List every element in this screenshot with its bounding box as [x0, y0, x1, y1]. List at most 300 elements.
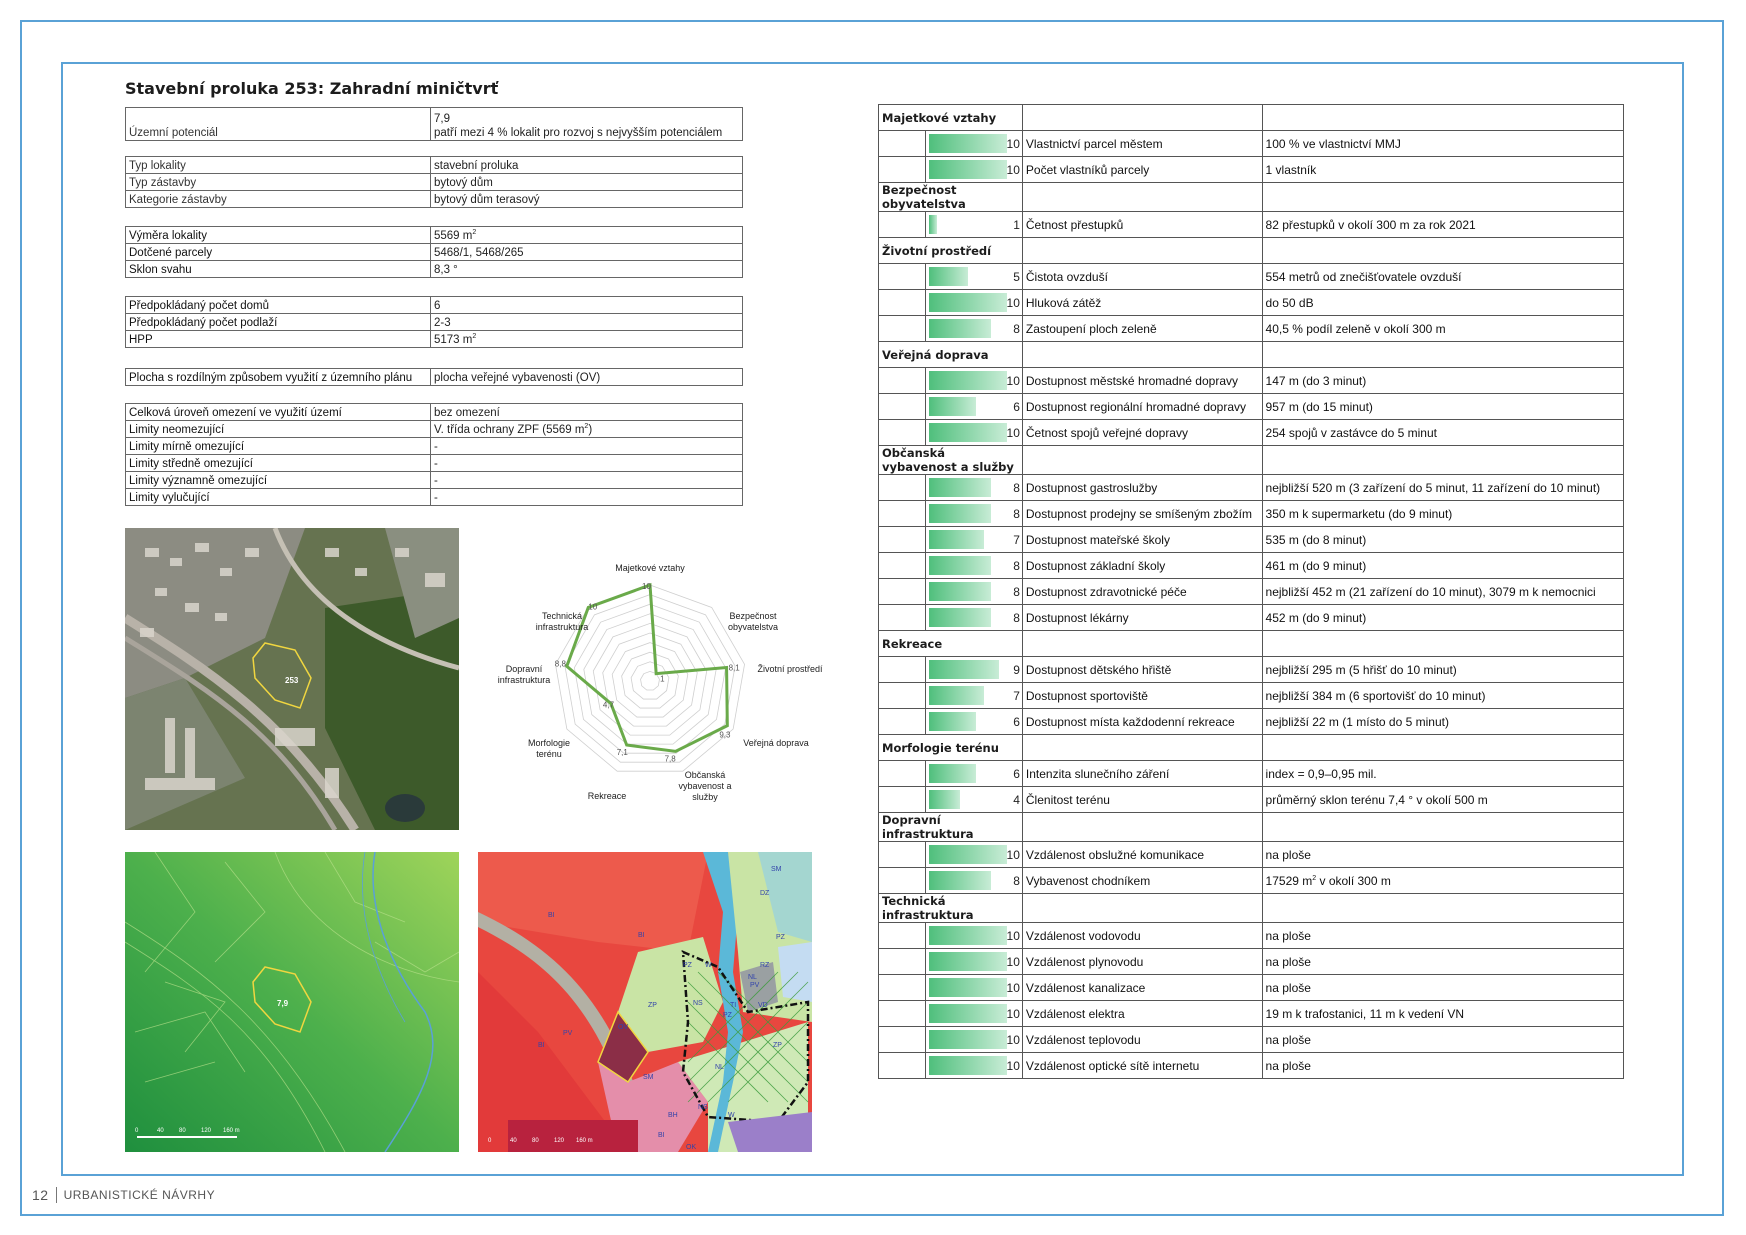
criterion-value — [1262, 579, 1623, 605]
zoning-label: OK — [686, 1144, 697, 1151]
zoning-label: BH — [668, 1112, 678, 1119]
radar-value-label: 10 — [588, 602, 598, 612]
criterion-value — [1262, 949, 1623, 975]
info-value — [431, 261, 743, 278]
category-row — [879, 813, 1624, 842]
zoning-label: PV — [750, 982, 760, 989]
criterion-name: Vzdálenost optické sítě internetu — [1022, 1053, 1262, 1079]
zoning-label: ZP — [773, 1042, 782, 1049]
page-number: 12 — [32, 1187, 57, 1203]
score-value: 9 — [1013, 662, 1020, 677]
info-row — [126, 191, 743, 208]
info-value-text: - — [434, 441, 438, 453]
score-value: 6 — [1013, 766, 1020, 781]
criterion-value — [1262, 605, 1623, 631]
info-value-text: bez omezení — [434, 407, 500, 419]
criterion-value-text: na ploše — [1265, 847, 1311, 862]
info-value-tail: ) — [588, 424, 593, 436]
criterion-value — [1262, 1001, 1623, 1027]
info-value — [431, 244, 743, 261]
criterion-score-cell — [925, 1001, 1022, 1027]
criterion-value — [1262, 501, 1623, 527]
info-row — [126, 157, 743, 174]
criterion-value — [1262, 683, 1623, 709]
scale-tick: 80 — [532, 1138, 539, 1144]
radar-value-label: 9,3 — [719, 730, 731, 740]
criterion-score-cell — [925, 683, 1022, 709]
info-row — [126, 244, 743, 261]
score-bar — [929, 423, 1007, 442]
criterion-value-text: 554 metrů od znečišťovatele ovzduší — [1265, 269, 1462, 284]
radar-value-label: 7,1 — [616, 748, 628, 758]
category-row — [879, 238, 1624, 264]
info-value-text: 5173 m — [434, 334, 473, 346]
area-table — [125, 226, 743, 278]
radar-gridline — [593, 623, 706, 735]
score-value: 5 — [1013, 269, 1020, 284]
criterion-spacer — [879, 709, 926, 735]
info-row — [126, 174, 743, 191]
criterion-spacer — [879, 579, 926, 605]
category-name: Dopravní infrastruktura — [879, 813, 1023, 842]
score-bar — [929, 478, 991, 497]
score-value: 4 — [1013, 792, 1020, 807]
radar-axis-label: Bezpečnost obyvatelstva — [727, 611, 779, 632]
criterion-row — [879, 787, 1624, 813]
zoning-label: BI — [658, 1132, 665, 1139]
criterion-row — [879, 368, 1624, 394]
criterion-value — [1262, 264, 1623, 290]
criterion-name: Vzdálenost plynovodu — [1022, 949, 1262, 975]
score-value: 8 — [1013, 506, 1020, 521]
radar-value-label: 10 — [642, 582, 651, 591]
potential-label: Územní potenciál — [126, 108, 431, 141]
score-value: 10 — [1006, 1006, 1020, 1021]
criterion-value — [1262, 212, 1623, 238]
info-row — [126, 438, 743, 455]
info-row — [126, 369, 743, 386]
criterion-row — [879, 527, 1624, 553]
criterion-score-cell — [925, 394, 1022, 420]
category-name: Občanská vybavenost a služby — [879, 446, 1023, 475]
radar-value-label: 7,8 — [664, 754, 676, 764]
info-key: Typ zástavby — [126, 174, 431, 191]
score-bar — [929, 608, 991, 627]
info-key: Limity významně omezující — [126, 472, 431, 489]
info-value — [431, 297, 743, 314]
potential-value: 7,9 — [434, 113, 450, 125]
criterion-value-tail: v okolí 300 m — [1316, 873, 1391, 888]
criterion-name: Zastoupení ploch zeleně — [1022, 316, 1262, 342]
score-value: 10 — [1006, 295, 1020, 310]
type-table — [125, 156, 743, 208]
section-name: URBANISTICKÉ NÁVRHY — [63, 1188, 216, 1202]
page-footer — [32, 1187, 215, 1203]
criterion-row — [879, 709, 1624, 735]
criterion-row — [879, 501, 1624, 527]
criterion-value-text: 254 spojů v zastávce do 5 minut — [1265, 425, 1437, 440]
scale-tick: 0 — [135, 1128, 139, 1134]
category-row — [879, 446, 1624, 475]
criterion-name: Vzdálenost elektra — [1022, 1001, 1262, 1027]
score-value: 10 — [1006, 1058, 1020, 1073]
criterion-spacer — [879, 316, 926, 342]
criterion-name: Vzdálenost kanalizace — [1022, 975, 1262, 1001]
score-bar — [929, 582, 991, 601]
zoning-label: ZP — [648, 1002, 657, 1009]
info-value-text: V. třída ochrany ZPF (5569 m — [434, 424, 585, 436]
category-name: Majetkové vztahy — [879, 105, 1023, 131]
radar-gridline — [622, 652, 679, 708]
criterion-row — [879, 842, 1624, 868]
criterion-value-text: 19 m k trafostanici, 11 m k vedení VN — [1265, 1006, 1465, 1021]
criterion-row — [879, 420, 1624, 446]
score-bar — [929, 371, 1007, 390]
zoning-label: TI — [730, 1002, 737, 1009]
info-value-text: - — [434, 475, 438, 487]
category-name: Morfologie terénu — [879, 735, 1023, 761]
category-row — [879, 342, 1624, 368]
info-value — [431, 314, 743, 331]
criterion-value-text: 350 m k supermarketu (do 9 minut) — [1265, 506, 1453, 521]
score-bar — [929, 134, 1007, 153]
criterion-value-text: nejbližší 22 m (1 místo do 5 minut) — [1265, 714, 1449, 729]
info-key: Dotčené parcely — [126, 244, 431, 261]
criterion-row — [879, 657, 1624, 683]
criterion-spacer — [879, 949, 926, 975]
score-bar — [929, 319, 991, 338]
criterion-score-cell — [925, 290, 1022, 316]
criterion-value-text: 452 m (do 9 minut) — [1265, 610, 1367, 625]
score-bar — [929, 686, 984, 705]
criterion-row — [879, 316, 1624, 342]
criterion-name: Dostupnost lékárny — [1022, 605, 1262, 631]
criterion-score-cell — [925, 868, 1022, 894]
criterion-row — [879, 761, 1624, 787]
criterion-row — [879, 1053, 1624, 1079]
criterion-score-cell — [925, 157, 1022, 183]
category-blank — [1022, 813, 1262, 842]
criterion-value — [1262, 553, 1623, 579]
criterion-row — [879, 868, 1624, 894]
criterion-value-text: nejbližší 452 m (21 zařízení do 10 minut), 3079 m k nemocnici — [1265, 584, 1596, 599]
info-row — [126, 489, 743, 506]
criterion-value-text: 147 m (do 3 minut) — [1265, 373, 1367, 388]
criterion-name: Četnost přestupků — [1022, 212, 1262, 238]
category-blank — [1022, 735, 1262, 761]
category-name: Rekreace — [879, 631, 1023, 657]
criterion-value-text: na ploše — [1265, 980, 1311, 995]
criterion-value — [1262, 131, 1623, 157]
criterion-name: Dostupnost regionální hromadné dopravy — [1022, 394, 1262, 420]
aerial-photo — [125, 528, 459, 830]
potential-map — [125, 852, 459, 1152]
score-bar — [929, 556, 991, 575]
criterion-value-text: 17529 m — [1265, 873, 1313, 888]
category-blank — [1022, 342, 1262, 368]
info-row — [126, 227, 743, 244]
info-key: Limity vylučující — [126, 489, 431, 506]
criterion-value — [1262, 157, 1623, 183]
criterion-score-cell — [925, 842, 1022, 868]
criterion-spacer — [879, 683, 926, 709]
limit-table — [125, 403, 743, 506]
criterion-spacer — [879, 420, 926, 446]
criterion-value — [1262, 1053, 1623, 1079]
criterion-name: Dostupnost prodejny se smíšeným zbožím — [1022, 501, 1262, 527]
radar-gridline — [574, 604, 725, 753]
criterion-name: Členitost terénu — [1022, 787, 1262, 813]
criterion-score-cell — [925, 949, 1022, 975]
criterion-row — [879, 264, 1624, 290]
score-value: 1 — [1013, 217, 1020, 232]
info-row — [126, 472, 743, 489]
criterion-value — [1262, 527, 1623, 553]
score-value: 8 — [1013, 480, 1020, 495]
category-name: Bezpečnost obyvatelstva — [879, 183, 1023, 212]
score-value: 10 — [1006, 425, 1020, 440]
criterion-spacer — [879, 290, 926, 316]
criterion-name: Hluková zátěž — [1022, 290, 1262, 316]
category-blank — [1262, 238, 1623, 264]
info-value-sup: 2 — [472, 229, 477, 237]
info-key: Limity mírně omezující — [126, 438, 431, 455]
radar-axis-label: Občanská vybavenost a služby — [678, 770, 732, 802]
criterion-spacer — [879, 1001, 926, 1027]
radar-gridline — [603, 633, 698, 726]
criterion-value — [1262, 316, 1623, 342]
category-blank — [1262, 631, 1623, 657]
criterion-value — [1262, 1027, 1623, 1053]
category-blank — [1022, 183, 1262, 212]
radar-axis-label: Životní prostředí — [757, 664, 823, 674]
criterion-value-text: průměrný sklon terénu 7,4 ° v okolí 500 m — [1265, 792, 1488, 807]
radar-value-label: 4,7 — [602, 700, 615, 710]
zoning-map — [478, 852, 812, 1152]
score-value: 6 — [1013, 399, 1020, 414]
criterion-name: Vybavenost chodníkem — [1022, 868, 1262, 894]
criterion-value-text: 1 vlastník — [1265, 162, 1317, 177]
criterion-spacer — [879, 1053, 926, 1079]
criterion-name: Dostupnost základní školy — [1022, 553, 1262, 579]
radar-value-label: 8,8 — [554, 659, 566, 669]
radar-axis-label: Morfologie terénu — [527, 738, 571, 759]
score-bar — [929, 397, 976, 416]
zoning-label: PZ — [776, 934, 785, 941]
score-bar — [929, 712, 976, 731]
criterion-score-cell — [925, 316, 1022, 342]
criterion-spacer — [879, 553, 926, 579]
criterion-spacer — [879, 761, 926, 787]
criterion-score-cell — [925, 1027, 1022, 1053]
build-table — [125, 296, 743, 348]
criterion-score-cell — [925, 657, 1022, 683]
criterion-value — [1262, 761, 1623, 787]
score-bar — [929, 267, 968, 286]
info-key: Plocha s rozdílným způsobem využití z územního plánu — [126, 369, 431, 386]
category-name: Technická infrastruktura — [879, 894, 1023, 923]
info-value — [431, 455, 743, 472]
criterion-value — [1262, 290, 1623, 316]
criterion-spacer — [879, 264, 926, 290]
criterion-value — [1262, 923, 1623, 949]
criterion-name: Četnost spojů veřejné dopravy — [1022, 420, 1262, 446]
category-blank — [1262, 735, 1623, 761]
criterion-value-text: na ploše — [1265, 928, 1311, 943]
info-value — [431, 404, 743, 421]
zoning-label: NL — [715, 1064, 724, 1071]
category-row — [879, 735, 1624, 761]
criterion-score-cell — [925, 1053, 1022, 1079]
criterion-value — [1262, 394, 1623, 420]
scale-tick: 120 — [554, 1138, 565, 1144]
criterion-value — [1262, 842, 1623, 868]
zoning-label: DZ — [760, 890, 770, 897]
scale-tick: 40 — [157, 1128, 164, 1134]
info-key: Předpokládaný počet podlaží — [126, 314, 431, 331]
category-blank — [1022, 446, 1262, 475]
scale-tick: 160 m — [223, 1128, 240, 1134]
criterion-value-text: index = 0,9–0,95 mil. — [1265, 766, 1377, 781]
criterion-score-cell — [925, 761, 1022, 787]
criterion-value-text: 535 m (do 8 minut) — [1265, 532, 1367, 547]
category-blank — [1022, 894, 1262, 923]
score-value: 10 — [1006, 162, 1020, 177]
info-value — [431, 489, 743, 506]
info-value-text: bytový dům — [434, 177, 493, 189]
criterion-score-cell — [925, 368, 1022, 394]
criterion-name: Dostupnost zdravotnické péče — [1022, 579, 1262, 605]
criterion-value-text: 100 % ve vlastnictví MMJ — [1265, 136, 1401, 151]
criterion-name: Vzdálenost obslužné komunikace — [1022, 842, 1262, 868]
category-row — [879, 183, 1624, 212]
score-bar — [929, 790, 960, 809]
zoning-label: VD — [758, 1002, 768, 1009]
criterion-spacer — [879, 157, 926, 183]
criterion-value-text: na ploše — [1265, 954, 1311, 969]
category-blank — [1262, 105, 1623, 131]
criterion-value-text: 82 přestupků v okolí 300 m za rok 2021 — [1265, 217, 1476, 232]
aerial-locality-label: 253 — [285, 676, 299, 685]
info-value — [431, 331, 743, 348]
criterion-row — [879, 923, 1624, 949]
plan-table — [125, 368, 743, 386]
score-bar — [929, 952, 1007, 971]
radar-gridline — [612, 643, 688, 717]
criterion-name: Dostupnost místa každodenní rekreace — [1022, 709, 1262, 735]
criterion-row — [879, 1027, 1624, 1053]
zoning-label: SM — [771, 866, 782, 873]
info-row — [126, 421, 743, 438]
score-bar — [929, 660, 999, 679]
criterion-row — [879, 975, 1624, 1001]
info-value-text: bytový dům terasový — [434, 194, 540, 206]
scale-tick: 0 — [488, 1138, 492, 1144]
info-key: HPP — [126, 331, 431, 348]
score-value: 7 — [1013, 532, 1020, 547]
category-name: Životní prostředí — [879, 238, 1023, 264]
info-value-text: - — [434, 458, 438, 470]
score-bar — [929, 160, 1007, 179]
potential-table — [125, 107, 743, 141]
radar-axis-label: Rekreace — [587, 791, 627, 801]
zoning-label: PZ — [683, 962, 692, 969]
criterion-score-cell — [925, 501, 1022, 527]
zoning-label: W — [728, 1112, 735, 1119]
criterion-row — [879, 212, 1624, 238]
info-row — [126, 455, 743, 472]
score-value: 7 — [1013, 688, 1020, 703]
criterion-value — [1262, 368, 1623, 394]
criterion-name: Vzdálenost teplovodu — [1022, 1027, 1262, 1053]
criterion-score-cell — [925, 709, 1022, 735]
score-value: 10 — [1006, 954, 1020, 969]
criterion-value — [1262, 709, 1623, 735]
criterion-value — [1262, 420, 1623, 446]
criterion-row — [879, 683, 1624, 709]
score-bar — [929, 926, 1007, 945]
info-value — [431, 227, 743, 244]
score-bar — [929, 764, 976, 783]
info-key: Limity středně omezující — [126, 455, 431, 472]
criterion-name: Vzdálenost vodovodu — [1022, 923, 1262, 949]
criterion-score-cell — [925, 553, 1022, 579]
criterion-spacer — [879, 605, 926, 631]
info-value — [431, 438, 743, 455]
scale-tick: 120 — [201, 1128, 212, 1134]
info-value-text: 5468/1, 5468/265 — [434, 247, 524, 259]
score-value: 10 — [1006, 928, 1020, 943]
score-bar — [929, 293, 1007, 312]
criterion-spacer — [879, 868, 926, 894]
info-value — [431, 191, 743, 208]
radar-axis-label: Technická infrastruktura — [535, 611, 589, 632]
criteria-table — [878, 104, 1624, 1079]
criterion-score-cell — [925, 605, 1022, 631]
zoning-label: PV — [563, 1030, 573, 1037]
score-value: 8 — [1013, 610, 1020, 625]
radar-value-label: 1 — [660, 674, 665, 684]
criterion-score-cell — [925, 975, 1022, 1001]
category-blank — [1262, 342, 1623, 368]
score-bar — [929, 978, 1007, 997]
category-blank — [1022, 105, 1262, 131]
info-value-text: - — [434, 492, 438, 504]
criterion-value-text: nejbližší 384 m (6 sportovišť do 10 minut) — [1265, 688, 1486, 703]
score-value: 10 — [1006, 1032, 1020, 1047]
radar-gridline — [565, 595, 735, 763]
info-value-text: 6 — [434, 300, 441, 312]
criterion-row — [879, 605, 1624, 631]
criterion-spacer — [879, 131, 926, 157]
criterion-value — [1262, 787, 1623, 813]
criterion-score-cell — [925, 527, 1022, 553]
radar-axis-label: Majetkové vztahy — [615, 563, 685, 573]
criterion-name: Dostupnost městské hromadné dopravy — [1022, 368, 1262, 394]
info-row — [126, 297, 743, 314]
score-value: 10 — [1006, 847, 1020, 862]
radar-value-label: 8,1 — [728, 663, 740, 673]
radar-gridline — [555, 585, 744, 771]
info-key: Kategorie zástavby — [126, 191, 431, 208]
info-key: Limity neomezující — [126, 421, 431, 438]
zoning-label: BI — [538, 1042, 545, 1049]
criterion-score-cell — [925, 420, 1022, 446]
potential-note: patří mezi 4 % lokalit pro rozvoj s nejvyšším potenciálem — [434, 127, 723, 139]
criterion-name: Dostupnost mateřské školy — [1022, 527, 1262, 553]
score-bar — [929, 1004, 1007, 1023]
criterion-row — [879, 475, 1624, 501]
